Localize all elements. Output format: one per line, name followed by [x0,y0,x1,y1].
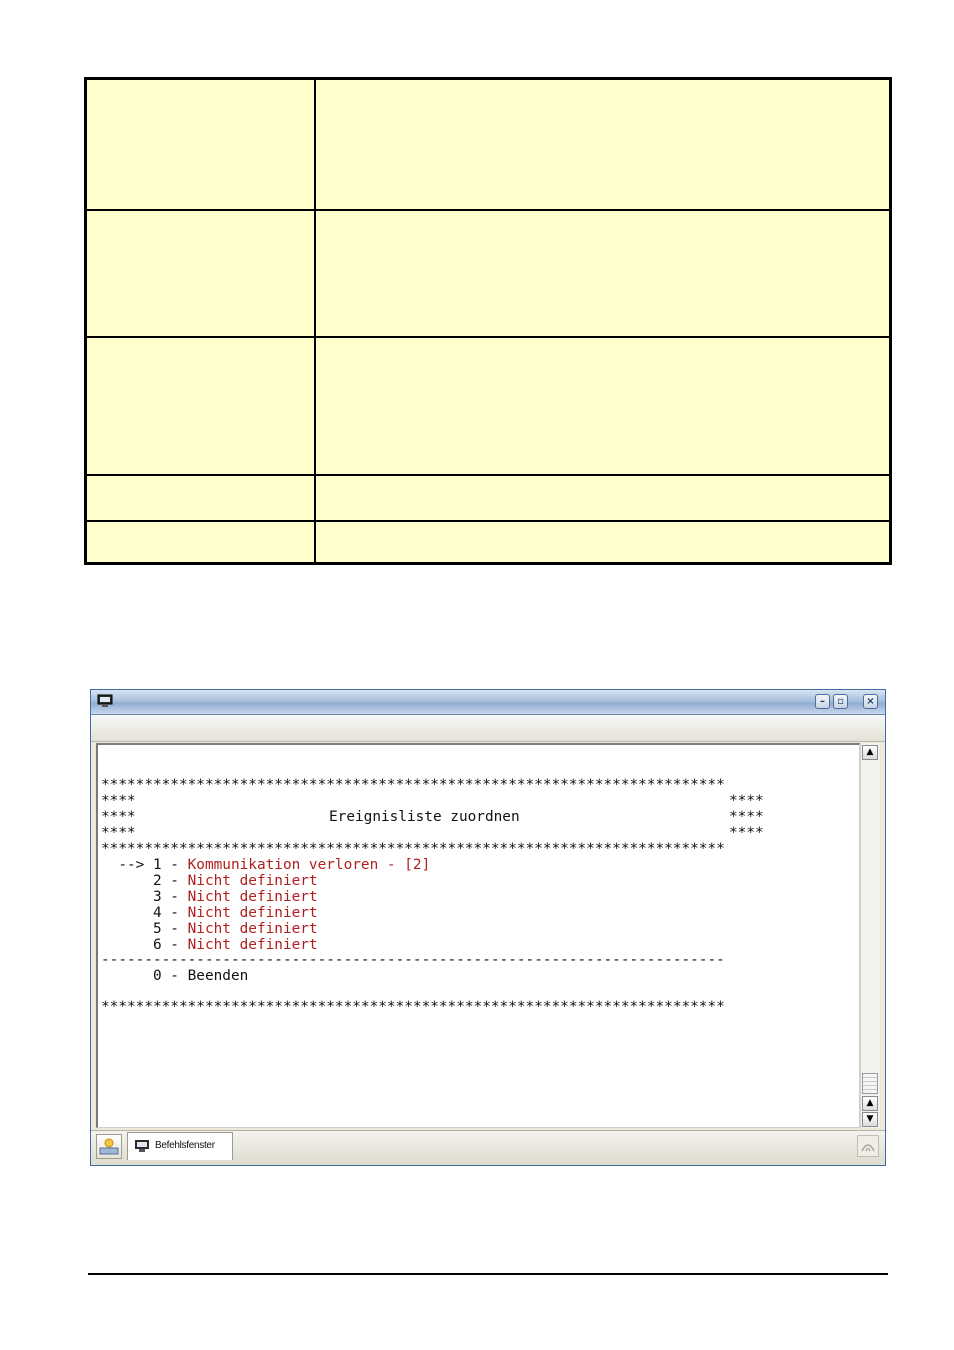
table-cell [87,211,314,336]
menu-item[interactable] [101,937,318,953]
stars-line: ************************************************************************ [101,999,725,1015]
scroll-up-button[interactable]: ▲ [862,745,878,760]
scroll-thumb[interactable] [862,1073,878,1094]
exit-item[interactable]: 0 - Beenden [101,968,249,984]
table-cell [87,476,314,520]
table-row [87,338,889,476]
border-right: **** [729,793,764,809]
border-left: **** [101,825,136,841]
border-right: **** [729,825,764,841]
table-cell [87,80,314,209]
table-cell [316,211,889,336]
menu-item[interactable] [101,921,318,937]
border-line [101,809,136,825]
taskbar-item[interactable] [127,1132,233,1160]
menu-item[interactable] [101,889,318,905]
table-cell [316,80,889,209]
start-button[interactable] [96,1134,122,1159]
menu-item[interactable] [101,873,318,889]
menu-item-prefix: 2 - [101,873,188,889]
menu-item[interactable] [101,857,430,873]
menu-item-prefix: 6 - [101,937,188,953]
taskbar [91,1130,885,1165]
menu-item-prefix: 5 - [101,921,188,937]
title-bar[interactable] [91,690,885,715]
terminal-icon [134,1139,150,1153]
menu-item[interactable] [101,905,318,921]
border-left: **** [101,809,136,825]
menu-heading: Ereignisliste zuordnen [329,809,520,825]
terminal-screen[interactable] [96,743,860,1128]
menu-item-label: Nicht definiert [187,873,318,889]
table-cell [316,338,889,474]
menu-item-label: Nicht definiert [187,921,318,937]
table-cell [87,522,314,562]
border-left: **** [101,793,136,809]
ifx-icon [858,1136,878,1156]
taskbar-item-label: Befehlsfenster [155,1140,215,1151]
monitor-icon[interactable] [97,694,113,708]
close-button[interactable]: × [863,694,878,709]
vertical-scrollbar[interactable] [860,743,880,1128]
table-cell [316,522,889,562]
menu-item-label: Nicht definiert [187,937,318,953]
menu-bar [91,715,885,742]
table-row [87,211,889,338]
border-line [101,793,136,809]
stars-line: ************************************************************************ [101,777,725,793]
menu-item-label: Kommunikation verloren - [2] [187,857,431,873]
border-line [101,825,136,841]
menu-item-prefix: 3 - [101,889,188,905]
table-cell [87,338,314,474]
menu-item-prefix: --> 1 - [101,857,188,873]
border-right: **** [729,809,764,825]
dash-line: ------------------------------------------------------------------------ [101,952,725,968]
definition-table [84,77,892,565]
menu-item-label: Nicht definiert [187,905,318,921]
scroll-down-button[interactable]: ▼ [862,1112,878,1127]
minimize-button[interactable]: – [815,694,830,709]
table-row [87,80,889,211]
maximize-button[interactable]: ▫ [833,694,848,709]
scroll-up-button[interactable]: ▲ [862,1096,878,1111]
stars-line: ************************************************************************ [101,841,725,857]
table-cell [316,476,889,520]
tray-button[interactable] [857,1135,879,1157]
column-divider [314,80,316,562]
desktop-icon [97,1135,121,1158]
table-row [87,522,889,562]
menu-item-label: Nicht definiert [187,889,318,905]
table-row [87,476,889,522]
terminal-window [90,689,886,1166]
footer-rule [88,1273,888,1275]
menu-item-prefix: 4 - [101,905,188,921]
